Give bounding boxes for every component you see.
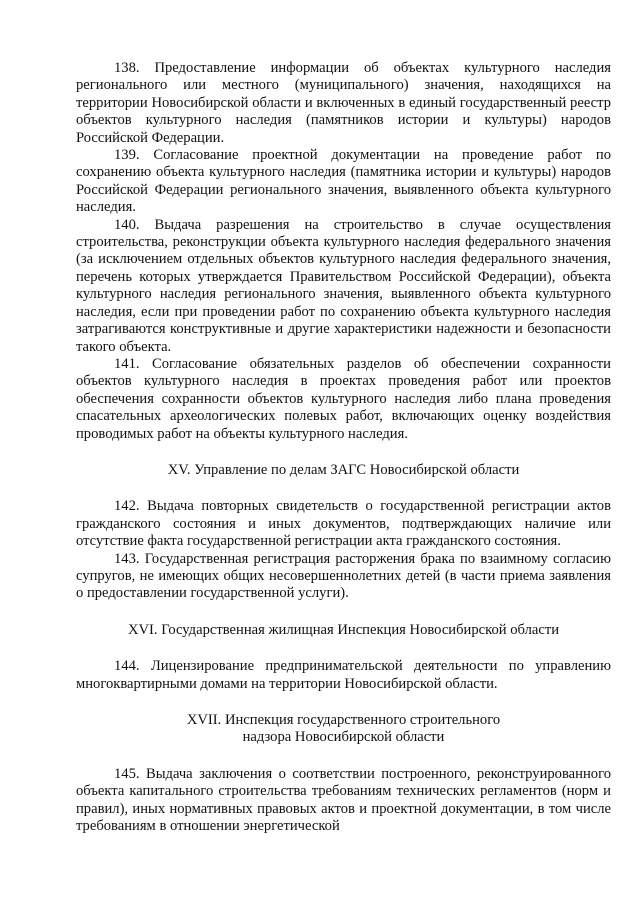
item-number: 138. (114, 60, 140, 76)
item-text: Выдача повторных свидетельств о государственной регистрации актов гражданского состояния и иных документов, подтверждающих наличие или отсутствие факта государственной регистрации акта гражданского состояния. (76, 498, 611, 550)
section-heading-xvi (76, 622, 611, 639)
section-heading-line-2: надзора Новосибирской области (242, 729, 445, 746)
section-heading-xv (76, 462, 611, 479)
item-number: 144. (114, 658, 140, 675)
section-heading-text: XVI. Государственная жилищная Инспекция Новосибирской области (127, 621, 560, 638)
list-item-140 (76, 217, 611, 356)
item-number: 143. (114, 550, 140, 567)
item-number: 141. (114, 355, 140, 372)
section-heading-xvii (76, 712, 611, 747)
item-number: 140. (114, 216, 140, 233)
item-number: 145. (114, 765, 140, 782)
list-item-141 (76, 356, 611, 443)
list-item-142 (76, 498, 611, 550)
list-item-143 (76, 551, 611, 603)
list-item-144 (76, 658, 611, 693)
list-item-138 (76, 60, 611, 147)
item-text: Предоставление информации об объектах культурного наследия регионального или местного (муниципального) значения, находящихся на территории Новосибирской области и включенных в единый государственный реестр объектов культурного наследия (памятников истории и культуры) народов Российской Федерации. (76, 60, 611, 146)
item-number: 139. (114, 147, 140, 164)
item-number: 142. (114, 498, 140, 515)
list-item-139 (76, 147, 611, 217)
item-text: Согласование проектной документации на проведение работ по сохранению объекта культурного наследия (памятника истории и культуры) народов Российской Федерации регионального значения, выявленного объекта культурного наследия. (76, 147, 611, 216)
section-heading-text: XV. Управление по делам ЗАГС Новосибирской области (167, 461, 520, 478)
item-text: Государственная регистрация расторжения брака по взаимному согласию супругов, не имеющих общих несовершеннолетних детей (в части приема заявления о предоставлении государственной услуги). (76, 550, 611, 602)
section-heading-line-1: XVII. Инспекция государственного строительного (186, 712, 501, 728)
document-page (76, 60, 611, 835)
list-item-145 (76, 766, 611, 836)
item-text: Лицензирование предпринимательской деятельности по управлению многоквартирными домами на территории Новосибирской области. (76, 658, 611, 692)
item-text: Выдача заключения о соответствии построенного, реконструированного объекта капитального строительства требованиям технических регламентов (норм и правил), иных нормативных правовых актов и проектной документации, в том числе требованиям в отношении энергетической (76, 765, 611, 835)
item-text: Согласование обязательных разделов об обеспечении сохранности объектов культурного наследия в проектах проведения работ или проектов обеспечения сохранности объектов культурного наследия либо плана проведения спасательных археологических полевых работ, включающих оценку воздействия проводимых работ на объекты культурного наследия. (76, 355, 611, 442)
item-text: Выдача разрешения на строительство в случае осуществления строительства, реконструкции объекта культурного наследия федерального значения (за исключением отдельных объектов культурного наследия федерального значения, перечень которых утверждается Правительством Российской Федерации), объекта культурного наследия регионального значения, выявленного объекта культурного наследия, если при проведении работ по сохранению объекта культурного наследия затрагиваются конструктивные и другие характеристики надежности и безопасности такого объекта. (76, 216, 611, 355)
